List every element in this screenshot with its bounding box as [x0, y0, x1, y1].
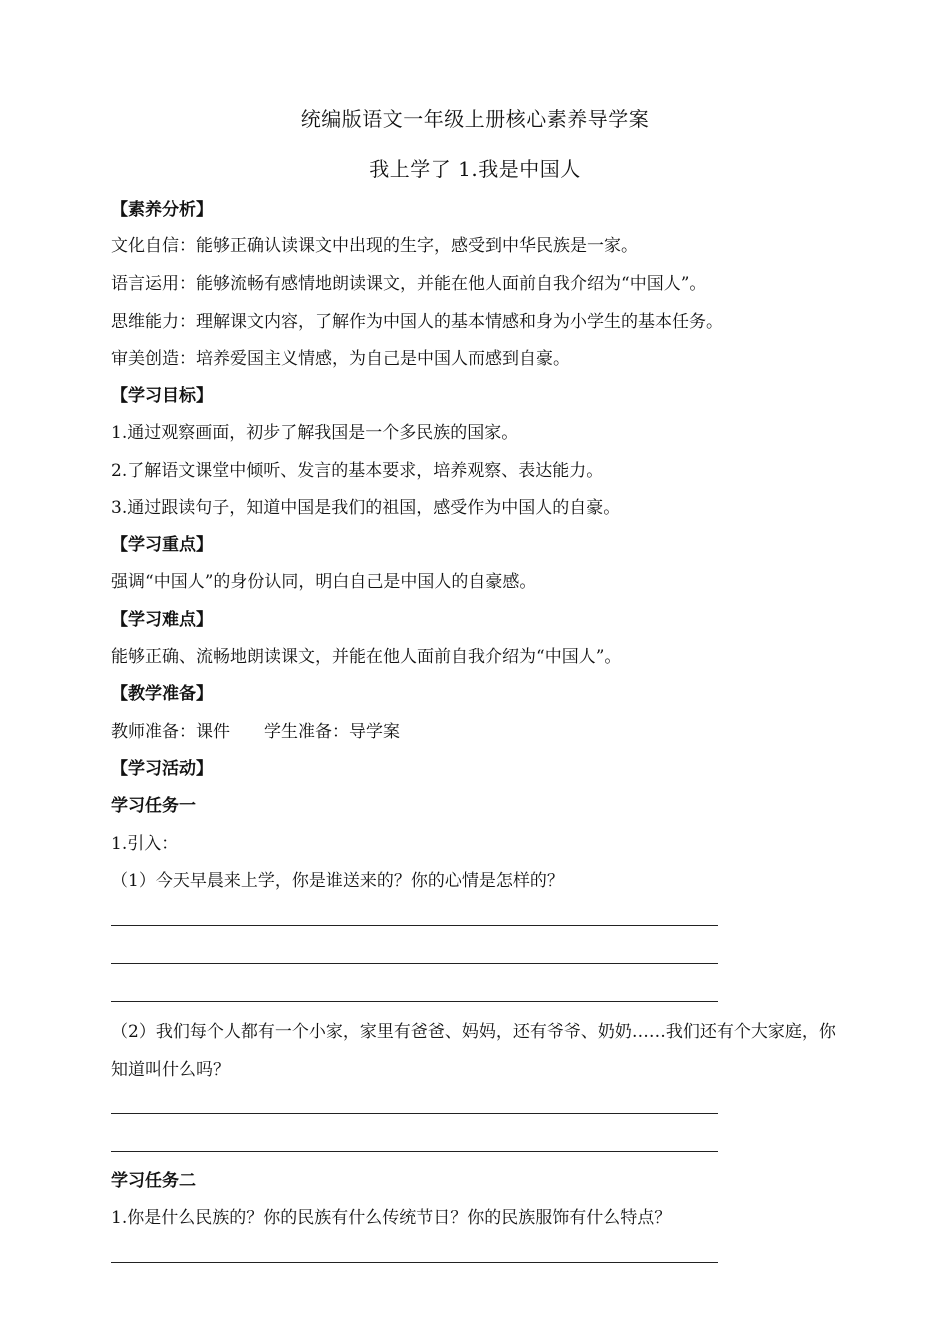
- task2-question-1: 1.你是什么民族的？你的民族有什么传统节日？你的民族服饰有什么特点？: [111, 1208, 672, 1228]
- literacy-item: 思维能力：理解课文内容，了解作为中国人的基本情感和身为小学生的基本任务。: [111, 312, 723, 332]
- lesson-title: 我上学了 1.我是中国人: [369, 157, 581, 181]
- objectives-heading: 【学习目标】: [111, 386, 213, 406]
- literacy-item: 审美创造：培养爱国主义情感，为自己是中国人而感到自豪。: [111, 349, 570, 369]
- answer-line[interactable]: [111, 1113, 718, 1114]
- key-points-text: 强调“中国人”的身份认同，明白自己是中国人的自豪感。: [111, 572, 537, 592]
- document-title: 统编版语文一年级上册核心素养导学案: [300, 107, 650, 131]
- objective-item: 2.了解语文课堂中倾听、发言的基本要求，培养观察、表达能力。: [111, 461, 604, 481]
- objective-item: 3.通过跟读句子，知道中国是我们的祖国，感受作为中国人的自豪。: [111, 498, 621, 518]
- preparation-text: 教师准备：课件 学生准备：导学案: [111, 722, 400, 742]
- task1-intro: 1.引入：: [111, 834, 179, 854]
- answer-line[interactable]: [111, 963, 718, 964]
- objective-item: 1.通过观察画面，初步了解我国是一个多民族的国家。: [111, 423, 519, 443]
- answer-line[interactable]: [111, 1151, 718, 1152]
- literacy-item: 文化自信：能够正确认读课文中出现的生字，感受到中华民族是一家。: [111, 236, 638, 256]
- answer-line[interactable]: [111, 1262, 718, 1263]
- answer-line[interactable]: [111, 1001, 718, 1002]
- literacy-item: 语言运用：能够流畅有感情地朗读课文，并能在他人面前自我介绍为“中国人”。: [111, 274, 707, 294]
- preparation-heading: 【教学准备】: [111, 684, 213, 704]
- literacy-heading: 【素养分析】: [111, 200, 213, 220]
- difficulties-heading: 【学习难点】: [111, 610, 213, 630]
- activities-heading: 【学习活动】: [111, 759, 213, 779]
- difficulties-text: 能够正确、流畅地朗读课文，并能在他人面前自我介绍为“中国人”。: [111, 647, 622, 667]
- task1-question-2: （2）我们每个人都有一个小家，家里有爸爸、妈妈，还有爷爷、奶奶……我们还有个大家庭，你知道叫什么吗？: [111, 1022, 836, 1080]
- task2-heading: 学习任务二: [111, 1171, 196, 1191]
- answer-line[interactable]: [111, 925, 718, 926]
- task1-heading: 学习任务一: [111, 796, 196, 816]
- key-points-heading: 【学习重点】: [111, 535, 213, 555]
- task1-question-1: （1）今天早晨来上学，你是谁送来的？你的心情是怎样的？: [111, 871, 564, 891]
